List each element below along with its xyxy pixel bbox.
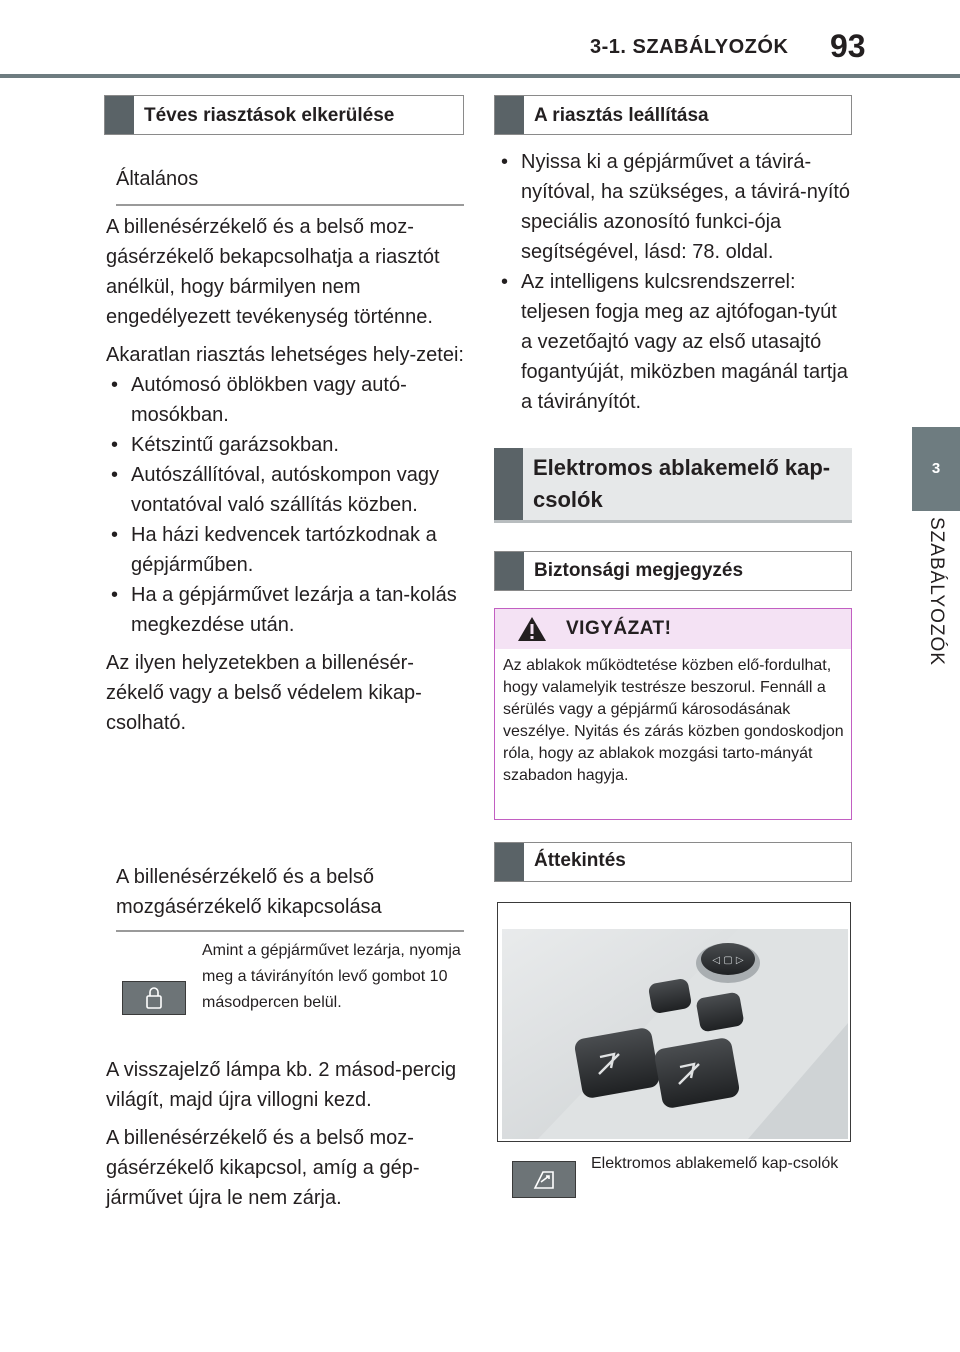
section-heading-window-switches: [494, 448, 852, 523]
paragraph: A visszajelző lámpa kb. 2 másod-percig világít, majd újra villogni kezd.: [106, 1059, 457, 1111]
paragraph: A billenésérzékelő és a belső moz-gásérzékelő kikapcsol, amíg a gép-járművet újra le nem zárja.: [106, 1127, 420, 1209]
section-heading-overview: [494, 842, 852, 882]
subheading-disable-sensors: A billenésérzékelő és a belső mozgásérzékelő kikapcsolása: [116, 862, 464, 932]
paragraph: A billenésérzékelő és a belső moz-gásérzékelő bekapcsolhatja a riasztót anélkül, hogy bármilyen nem engedélyezett tevékenység történne.: [106, 216, 440, 328]
window-switch-caption: Elektromos ablakemelő kap-csolók: [591, 1155, 839, 1172]
lock-icon: [123, 982, 185, 1014]
left-body-2: [106, 1055, 466, 1221]
left-body-1: [106, 212, 466, 746]
window-switch-icon: [513, 1162, 575, 1197]
section-heading-text: Áttekintés: [534, 850, 626, 871]
chapter-tab-label-wrap: [912, 517, 960, 687]
warning-triangle-icon: [517, 616, 547, 642]
lock-button-box: [122, 981, 186, 1015]
section-heading-text: Téves riasztások elkerülése: [144, 105, 395, 126]
paragraph: Az ilyen helyzetekben a billenésér-zékelő vagy a belső védelem kikap-csolható.: [106, 652, 422, 734]
switch-panel-illustration: [498, 903, 850, 1141]
heading-bar: [495, 96, 524, 134]
right-body-1: [496, 147, 852, 425]
section-heading-text: A riasztás leállítása: [534, 105, 709, 126]
chapter-tab-number: 3: [912, 427, 960, 511]
chapter-tab-label: SZABÁLYOZÓK: [926, 517, 947, 666]
heading-bar: [495, 552, 524, 590]
warning-text: Az ablakok működtetése közben elő-fordulhat, hogy valamelyik testrésze beszorul. Fennáll a sérülés vagy a gépjármű károsodásának veszélye. Nyitás és zárás közben gondoskodjon róla, hogy az ablakok mozgási tarto-mányát szabadon hagyja.: [503, 657, 844, 784]
section-heading-text: Elektromos ablakemelő kap-csolók: [533, 455, 831, 512]
list-item: • Nyissa ki a gépjárművet a távirá-nyítóval, ha szükséges, a távirá-nyító speciális azonosító funkci-ója segítségével, lásd: 78. oldal.: [496, 147, 852, 267]
list-item: • Autószállítóval, autóskompon vagy vontatóval való szállítás közben.: [106, 460, 466, 520]
list-item: • Kétszintű garázsokban.: [106, 430, 466, 460]
list-item: • Ha a gépjárművet lezárja a tan-kolás megkezdése után.: [106, 580, 466, 640]
header-rule: [0, 74, 960, 78]
lock-icon-caption: Amint a gépjárművet lezárja, nyomja meg a távirányítón levő gombot 10 másodpercen belül.: [202, 942, 461, 1011]
window-switch-panel-photo: [497, 902, 851, 1142]
list-item: • Autómosó öblökben vagy autó-mosókban.: [106, 370, 466, 430]
section-heading-false-alarms: [104, 95, 464, 135]
warning-header: [495, 609, 851, 649]
section-heading-stop-alarm: [494, 95, 852, 135]
window-switch-icon-box: [512, 1161, 576, 1198]
paragraph: Akaratlan riasztás lehetséges hely-zetei:: [106, 344, 464, 366]
svg-text:◁ ▢ ▷: ◁ ▢ ▷: [712, 955, 744, 966]
page-number: 93: [830, 28, 866, 64]
warning-box: [494, 608, 852, 820]
subheading-general: Általános: [116, 164, 464, 206]
section-heading-text: Biztonsági megjegyzés: [534, 560, 744, 581]
heading-bar: [105, 96, 134, 134]
list-item: • Ha házi kedvencek tartózkodnak a gépjárműben.: [106, 520, 466, 580]
warning-title: VIGYÁZAT!: [566, 618, 672, 639]
heading-bar: [494, 448, 523, 520]
bullet-list: [106, 370, 466, 640]
bullet-list: [496, 147, 852, 417]
list-item: • Az intelligens kulcsrendszerrel: teljesen fogja meg az ajtófogan-tyút a vezetőajtó vagy az első utasajtó fogantyúját, miközben magánál tartja a távirányítót.: [496, 267, 852, 417]
running-header-section: 3-1. SZABÁLYOZÓK: [590, 36, 789, 58]
heading-bar: [495, 843, 524, 881]
section-heading-safety-note: [494, 551, 852, 591]
